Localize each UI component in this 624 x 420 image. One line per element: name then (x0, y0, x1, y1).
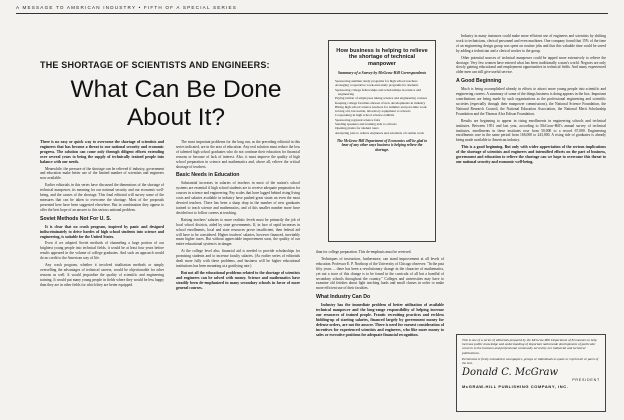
series-topline: A MESSAGE TO AMERICAN INDUSTRY • FIFTH OF A SPECIAL SERIES (16, 5, 238, 10)
paragraph: Even if we adopted Soviet methods of channeling a large portion of our brightest young people into technical fields, it would be at least four years before results appeared in the volume of college graduates. And such an approach would do no credit to the American way of life. (40, 241, 164, 261)
article-column-2 (176, 140, 300, 412)
paragraph: Industry in many instances could make more efficient use of engineers and scientists by shifting work to technicians, clerical personnel and even machines. One company found that 15% of the time of an engineering design group was spent on routine jobs and that this valuable time could be saved by adding a technician and a clerical worker to the group. (456, 34, 606, 53)
paragraph: Any crash program, whether it involved totalitarian methods or simply overselling the advantages of technical careers, would be objectionable for other reasons as well. It would jeopardize the quality of scientific and engineering training. It would put many young people in fields where they would be less happy than they are in other fields for which they are better equipped. (40, 263, 164, 287)
list-item: Hiring high school science teachers for summer and part-time work (335, 104, 427, 109)
paragraph: Techniques of instruction, furthermore, can stand improvement at all levels of education. Professor E. P. Northrop of the University of Chicago observes: "In the past fifty years ... there has been a revolutionary change in the character of mathematics, yet not a trace of this change is to be found in the curricula of all but a handful of secondary schools throughout the country." Colleges and universities may have to examine old fetishes about light teaching loads and small classes in order to make more efficient use of their faculties. (316, 256, 444, 291)
signature: Donald C. McGraw (462, 367, 559, 379)
list-item: Sponsoring summer study programs for high school teachers (335, 79, 418, 84)
paragraph: Earlier editorials in this series have discussed the dimensions of the shortage of technical manpower, its meaning for our national security and our economic well-being, and the causes of the shortage. This final editorial will survey some of the measures that can be taken to overcome the shortage. Most of the proposals presented here have been suggested elsewhere. But in combination they appear to offer the best hope of an answer to this serious national problem. (40, 183, 164, 212)
list-item: Opening plants for student tours (335, 126, 379, 131)
paragraph: Raising teachers' salaries to more realistic levels must be primarily the job of local school districts, aided by state governments. If, in face of rapid increases in school enrollments, local and state resources prove insufficient, then federal aid will have to be considered. Higher teachers' salaries, however financed, inevitably mean higher taxes. But without appreciable improvement soon, the quality of our entire educational system is in danger. (176, 217, 300, 247)
paragraph: Other potential sources of technical manpower could be tapped more extensively to relieve the shortage. Very few women have entered what has been traditionally a man's world. Negroes are only slowly gaining educational and employment opportunities in technical fields. And many experienced older men can still give useful service. (456, 55, 606, 75)
section-heading: A Good Beginning (456, 78, 502, 85)
list-item: Analyzing jobs to relieve engineers and scientists of routine work (335, 130, 424, 135)
notice-text: This is one of a series of editorials prepared by the McGraw-Hill Department of Economics to help increase public knowledge and understanding of important nationwide developments of particular concern to the business and professional community served by our industrial and technical publications. (462, 338, 597, 355)
sidebar-subtitle: Summary of a Survey by McGraw-Hill Correspondents (337, 71, 427, 76)
bold-paragraph: But not all the educational problems related to the shortage of scientists and engineers can be solved with money. Science and mathematics have steadily been de-emphasized in many secondary schools in favor of more general courses. (176, 270, 300, 290)
signer-title: PRESIDENT (572, 378, 600, 383)
article-headline: THE SHORTAGE OF SCIENTISTS AND ENGINEERS: (40, 60, 270, 70)
list-item: Sending speakers and training aids to schools (335, 121, 397, 126)
bold-paragraph: It is clear that no crash program, inspired by panic and designed indiscriminately to drive hordes of high school students into science and engineering, is suitable for the United States. (40, 224, 164, 239)
bold-paragraph: Industry has the immediate problem of better utilization of available technical manpower and the long-range responsibility of helping increase our resources of trained people. Frantic recruiting practices and reckless bidding-up of starting salaries, financed largely by government money for defense orders, are not the answer. There is need for earnest consideration of incentives for experienced scientists and engineers, who like more money to sales or executive positions for adequate financial recognition. (316, 303, 444, 337)
paragraph: Meanwhile, the pressure of the shortage can be relieved if industry, government and education make better use of the limited number of scientists and engineers now available. (40, 166, 164, 181)
list-item: Paying tuition of employees taking science and engineering courses (335, 96, 427, 101)
paragraph: At the college level also, financial aid is needed to provide scholarships for promising students and to increase faculty salaries. (As earlier series of editorials dealt more fully with these problems, and business will be higher educational institutions has been mounting at a gratifying rate.) (176, 249, 300, 268)
paragraph: The most important problems for the long run, as the preceding editorial in this series indicated, are in the area of education. Any real solution must reduce the loss of talented high school graduates who do not continue their education for financial reasons or because of lack of interest. Also, it must improve the quality of high school preparation in science and mathematics and, above all, relieve the critical shortage of teachers. (176, 140, 300, 169)
paragraph: Results are beginning to appear in rising enrollments in engineering schools and technical institutes. Between 1951 and last year, according to McGraw-Hill's annual survey of technical institutes, enrollments in these institutes rose from 50,000 to a record 67,000. Engineering enrollments rose in the same period from 166,000 to 243,000. A rising tide of graduates is already being made available to American industry. (456, 118, 606, 143)
list-item: Sponsoring regional science fairs (335, 117, 381, 122)
section-heading: Basic Needs in Education (176, 172, 240, 179)
lead-paragraph: There is no easy or quick way to overcome the shortage of scientists and engineers that has become a threat to our national security and economic progress. The solution can come only through diligent efforts extending over several years to bring the supply of technically trained people into balance with our needs. (40, 140, 164, 164)
list-item: Keeping college faculties abreast of new developments in industry (335, 100, 426, 105)
paragraph: than for college preparation. This de-emphasis must be reversed. (316, 250, 412, 254)
article-title (40, 76, 312, 132)
paragraph: Substantial increases in salaries of teachers in most of the nation's school systems are essential if high school students are to receive adequate preparation for courses in science and engineering. Pay scales that have lagged behind rising living costs and salaries available in industry have pushed great strain on even the most devoted teachers. There has been a sharp drop in the number of new graduates trained to teach science and mathematics, and of this smaller number more have decided not to follow careers at teaching. (176, 181, 300, 215)
sidebar-list (335, 79, 429, 135)
bold-paragraph: This is a good beginning. But only with wider appreciation of the serious implications of the shortage of scientists and engineers and intensified efforts on the part of business, government and education to relieve the shortage can we hope to overcome this threat to our national security and economic well-being. (456, 145, 606, 164)
company-name: McGRAW-HILL PUBLISHING COMPANY, INC. (462, 384, 569, 390)
notice-permission: Permission is freely extended to newspapers, groups or individuals to quote or reprint all or parts of the text. (462, 356, 599, 366)
list-item: Giving old, but usable, laboratory equipment to schools (335, 109, 411, 114)
article-column-3 (316, 250, 444, 412)
list-item: Cooperating in high school science exhibits (335, 113, 395, 118)
article-column-1 (40, 140, 164, 412)
paragraph: Much is being accomplished already in efforts to attract more young people into scientific and engineering careers. A summary of some of the things business is doing appears in the box. Important contributions are being made by such organizations as the professional engineering and scientific societies (especially through their manpower commissions), the National Science Foundation, the National Research Council, the National Education Association, the National Merit Scholarship Foundation and the Thomas Alva Edison Foundation. (456, 87, 606, 116)
sidebar-title: How business is helping to relieve the shortage of technical manpower (336, 48, 428, 67)
article-column-4 (456, 34, 606, 326)
section-heading: What Industry Can Do (316, 294, 371, 301)
sidebar-footer: The McGraw-Hill Department of Economics will be glad to hear of any other ways business is helping relieve the shortage. (336, 138, 428, 153)
editorial-notice-box (456, 334, 606, 412)
list-item: Arranging cooperative work-and-study programs for students (335, 83, 419, 88)
business-summary-box (328, 40, 436, 242)
section-heading: Soviet Methods Not For U. S. (40, 215, 112, 222)
article-title-line-2: About It? (126, 104, 226, 131)
list-item: Sponsoring college fellowships and scholarships in science and engineering (335, 87, 421, 96)
top-rule (16, 13, 608, 14)
article-title-line-1: What Can Be Done (70, 76, 282, 103)
